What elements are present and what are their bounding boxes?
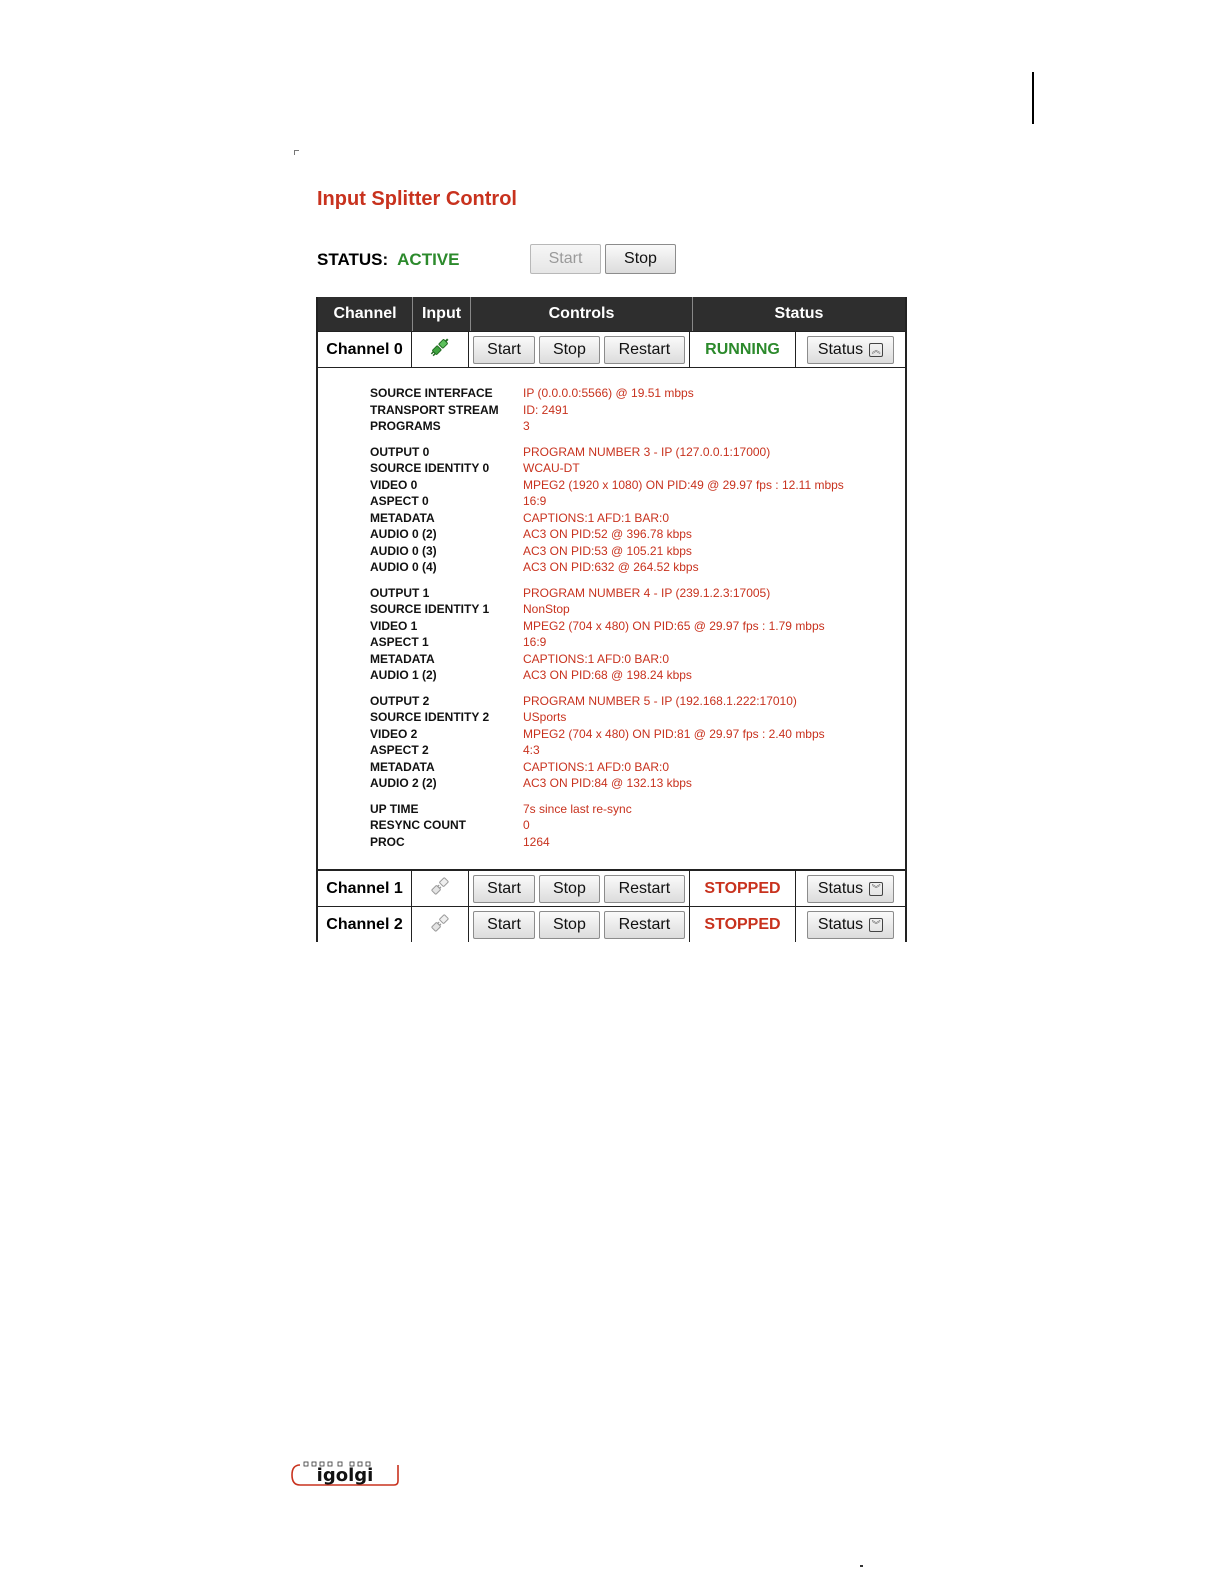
detail-row xyxy=(370,493,844,510)
detail-value: AC3 ON PID:52 @ 396.78 kbps xyxy=(523,527,692,542)
chevron-down-icon: ︾ xyxy=(869,918,883,932)
global-controls xyxy=(530,244,676,274)
global-status xyxy=(317,244,459,276)
detail-row xyxy=(370,444,844,461)
channel-name: Channel 1 xyxy=(318,871,412,906)
channel-state: STOPPED xyxy=(690,871,796,906)
detail-value: MPEG2 (704 x 480) ON PID:81 @ 29.97 fps : 2.40 mbps xyxy=(523,726,825,741)
channel-stop-button[interactable]: Stop xyxy=(539,336,600,364)
page-margin-rule xyxy=(1032,72,1034,124)
status-button-label: Status xyxy=(817,879,864,897)
status-toggle-button[interactable] xyxy=(807,911,894,939)
detail-value: 1264 xyxy=(523,834,550,849)
channel-restart-button[interactable]: Restart xyxy=(604,911,685,939)
channel-stop-button[interactable]: Stop xyxy=(539,911,600,939)
detail-key: VIDEO 1 xyxy=(370,618,418,633)
channel-restart-button[interactable]: Restart xyxy=(604,875,685,903)
detail-value: AC3 ON PID:53 @ 105.21 kbps xyxy=(523,543,692,558)
detail-row xyxy=(370,693,844,710)
channel-start-button[interactable]: Start xyxy=(473,336,535,364)
detail-row xyxy=(370,418,844,435)
detail-key: PROC xyxy=(370,834,405,849)
detail-group-gap xyxy=(370,576,844,585)
detail-value: CAPTIONS:1 AFD:1 BAR:0 xyxy=(523,510,670,525)
detail-row xyxy=(370,585,844,602)
detail-key: VIDEO 2 xyxy=(370,726,418,741)
detail-key: METADATA xyxy=(370,759,435,774)
channel-start-button[interactable]: Start xyxy=(473,875,535,903)
corner-crop-mark xyxy=(294,150,299,155)
detail-value: PROGRAM NUMBER 5 - IP (192.168.1.222:17010) xyxy=(523,693,797,708)
detail-row xyxy=(370,385,844,402)
igolgi-logo xyxy=(290,1459,400,1489)
plug-disconnected-icon xyxy=(429,875,451,902)
detail-group-gap xyxy=(370,792,844,801)
channel-start-button[interactable]: Start xyxy=(473,911,535,939)
detail-key: OUTPUT 2 xyxy=(370,693,430,708)
status-label: STATUS: xyxy=(317,250,389,269)
detail-key: VIDEO 0 xyxy=(370,477,418,492)
detail-row xyxy=(370,726,844,743)
detail-row xyxy=(370,618,844,635)
detail-key: TRANSPORT STREAM xyxy=(370,402,499,417)
detail-row xyxy=(370,667,844,684)
page-mark xyxy=(860,1565,863,1567)
detail-row xyxy=(370,477,844,494)
detail-key: AUDIO 0 (2) xyxy=(370,527,437,542)
detail-row xyxy=(370,460,844,477)
plug-disconnected-icon xyxy=(429,912,451,939)
detail-value: IP (0.0.0.0:5566) @ 19.51 mbps xyxy=(523,386,694,401)
detail-key: METADATA xyxy=(370,651,435,666)
detail-value: NonStop xyxy=(523,602,570,617)
detail-key: AUDIO 1 (2) xyxy=(370,668,437,683)
detail-value: 0 xyxy=(523,818,530,833)
detail-key: PROGRAMS xyxy=(370,419,441,434)
table-row xyxy=(318,331,905,368)
details-list xyxy=(370,385,844,850)
detail-value: MPEG2 (1920 x 1080) ON PID:49 @ 29.97 fps : 12.11 mbps xyxy=(523,477,844,492)
detail-value: CAPTIONS:1 AFD:0 BAR:0 xyxy=(523,651,670,666)
detail-key: AUDIO 0 (4) xyxy=(370,560,437,575)
detail-key: ASPECT 2 xyxy=(370,743,429,758)
detail-value: 7s since last re-sync xyxy=(523,801,632,816)
status-button-label: Status xyxy=(817,916,864,933)
logo-text: igolgi xyxy=(316,1465,374,1486)
detail-row xyxy=(370,526,844,543)
detail-value: PROGRAM NUMBER 3 - IP (127.0.0.1:17000) xyxy=(523,444,771,459)
detail-row xyxy=(370,651,844,668)
channel-details-panel xyxy=(318,368,905,870)
detail-value: USports xyxy=(523,710,567,725)
detail-row xyxy=(370,834,844,851)
header-status: Status xyxy=(774,305,824,322)
channel-stop-button[interactable]: Stop xyxy=(539,875,600,903)
detail-value: AC3 ON PID:84 @ 132.13 kbps xyxy=(523,776,692,791)
plug-connected-icon xyxy=(429,336,451,363)
detail-row xyxy=(370,709,844,726)
detail-row xyxy=(370,801,844,818)
detail-key: UP TIME xyxy=(370,801,419,816)
detail-key: RESYNC COUNT xyxy=(370,818,467,833)
channel-restart-button[interactable]: Restart xyxy=(604,336,685,364)
status-toggle-button[interactable] xyxy=(807,336,894,364)
detail-value: 3 xyxy=(523,419,530,434)
detail-row xyxy=(370,559,844,576)
header-input: Input xyxy=(413,297,471,331)
detail-value: 16:9 xyxy=(523,494,547,509)
header-controls: Controls xyxy=(471,297,693,331)
detail-row xyxy=(370,817,844,834)
detail-key: SOURCE INTERFACE xyxy=(370,386,493,401)
detail-row xyxy=(370,775,844,792)
detail-row xyxy=(370,742,844,759)
channel-state: RUNNING xyxy=(690,332,796,367)
detail-value: CAPTIONS:1 AFD:0 BAR:0 xyxy=(523,759,670,774)
channel-name: Channel 2 xyxy=(318,907,412,942)
detail-key: SOURCE IDENTITY 1 xyxy=(370,602,490,617)
detail-key: ASPECT 1 xyxy=(370,635,429,650)
detail-key: METADATA xyxy=(370,510,435,525)
detail-group-gap xyxy=(370,435,844,444)
detail-row xyxy=(370,543,844,560)
global-start-button[interactable]: Start xyxy=(530,244,601,274)
table-row xyxy=(318,907,905,942)
chevron-down-icon: ︾ xyxy=(869,882,883,896)
detail-row xyxy=(370,510,844,527)
global-stop-button[interactable]: Stop xyxy=(605,244,676,274)
detail-key: ASPECT 0 xyxy=(370,494,429,509)
detail-key: SOURCE IDENTITY 0 xyxy=(370,461,490,476)
detail-value: WCAU-DT xyxy=(523,461,580,476)
page-title: Input Splitter Control xyxy=(317,188,517,210)
detail-value: MPEG2 (704 x 480) ON PID:65 @ 29.97 fps : 1.79 mbps xyxy=(523,618,825,633)
channel-name: Channel 0 xyxy=(318,332,412,367)
detail-row xyxy=(370,759,844,776)
detail-group-gap xyxy=(370,684,844,693)
detail-value: 16:9 xyxy=(523,635,547,650)
table-header xyxy=(318,297,905,331)
chevron-up-icon: ︽ xyxy=(869,343,883,357)
header-channel: Channel xyxy=(318,297,413,331)
detail-key: AUDIO 2 (2) xyxy=(370,776,437,791)
detail-key: AUDIO 0 (3) xyxy=(370,543,437,558)
detail-value: PROGRAM NUMBER 4 - IP (239.1.2.3:17005) xyxy=(523,585,771,600)
channels-table xyxy=(316,297,907,942)
detail-key: SOURCE IDENTITY 2 xyxy=(370,710,490,725)
detail-key: OUTPUT 1 xyxy=(370,585,430,600)
detail-row xyxy=(370,402,844,419)
detail-value: 4:3 xyxy=(523,743,540,758)
detail-row xyxy=(370,634,844,651)
detail-value: AC3 ON PID:68 @ 198.24 kbps xyxy=(523,668,692,683)
table-row xyxy=(318,870,905,907)
channel-state: STOPPED xyxy=(690,907,796,942)
detail-value: ID: 2491 xyxy=(523,402,569,417)
detail-key: OUTPUT 0 xyxy=(370,444,430,459)
status-toggle-button[interactable] xyxy=(807,875,894,903)
detail-value: AC3 ON PID:632 @ 264.52 kbps xyxy=(523,560,699,575)
status-value: ACTIVE xyxy=(397,250,460,269)
detail-row xyxy=(370,601,844,618)
status-button-label: Status xyxy=(817,340,864,358)
